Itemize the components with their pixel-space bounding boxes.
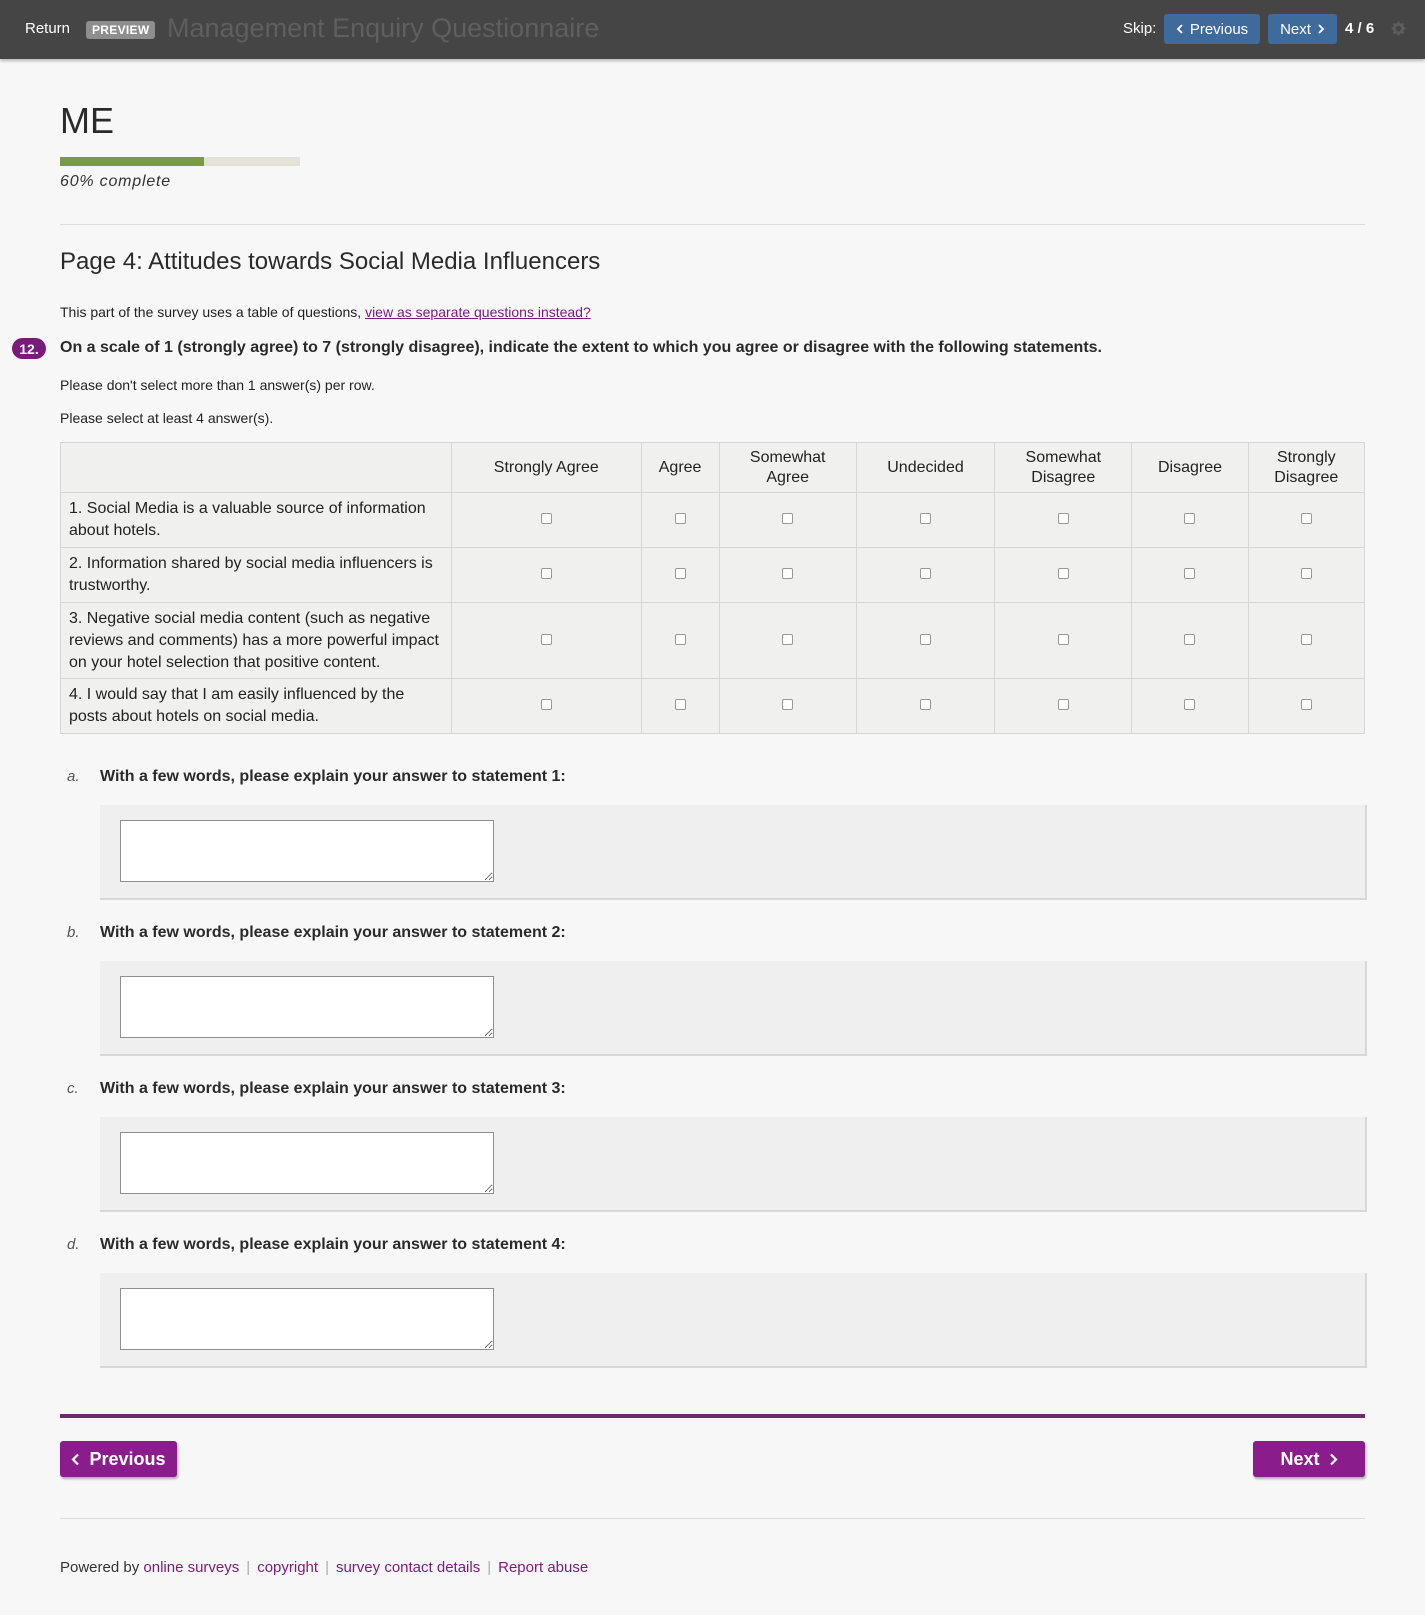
footer-separator: | [246,1559,251,1576]
footer [60,1559,588,1576]
preview-badge: PREVIEW [86,21,155,39]
intro-text: This part of the survey uses a table of questions, [60,304,366,320]
answer-checkbox[interactable] [1058,699,1069,710]
column-header: Strongly Agree [452,443,642,493]
return-link[interactable]: Return [25,20,71,37]
question-number-badge: 12. [12,338,46,359]
skip-next-button[interactable] [1268,14,1337,44]
top-bar [0,0,1425,59]
subquestion-answer-area [100,1273,1367,1368]
answer-checkbox[interactable] [920,634,931,645]
answer-limit-note: Please don't select more than 1 answer(s) per row. [60,377,375,393]
subquestion-letter: c. [67,1080,79,1097]
divider [60,1518,1365,1519]
answer-checkbox[interactable] [782,699,793,710]
subquestion-letter: a. [67,768,80,785]
column-header: Disagree [1132,443,1248,493]
answer-checkbox[interactable] [541,634,552,645]
footer-separator: | [325,1559,329,1576]
section-divider [60,1414,1365,1418]
powered-by-text: Powered by [60,1559,140,1576]
answer-checkbox[interactable] [1301,513,1312,524]
answer-checkbox[interactable] [1058,513,1069,524]
statement-label: 1. Social Media is a valuable source of information about hotels. [61,493,452,548]
survey-name: Management Enquiry Questionnaire [167,13,600,43]
answer-checkbox[interactable] [920,568,931,579]
table-intro [60,304,591,320]
answer-checkbox[interactable] [1301,634,1312,645]
question-text: On a scale of 1 (strongly agree) to 7 (strongly disagree), indicate the extent to which you agree or disagree with the following statements. [60,339,1102,356]
page-indicator: 4 / 6 [1345,20,1375,37]
answer-checkbox[interactable] [782,568,793,579]
subquestion-text: With a few words, please explain your answer to statement 1: [100,768,566,785]
next-button[interactable] [1253,1441,1365,1477]
answer-checkbox[interactable] [675,634,686,645]
progress-label: 60% complete [60,173,171,190]
answer-checkbox[interactable] [1058,634,1069,645]
column-header: Somewhat Agree [719,443,856,493]
footer-separator: | [487,1559,492,1576]
minimum-answer-note: Please select at least 4 answer(s). [60,410,274,426]
gear-icon[interactable] [1391,21,1406,36]
subquestion-answer-area [100,961,1367,1056]
subquestion-letter: d. [67,1236,80,1253]
column-header: Strongly Disagree [1248,443,1364,493]
previous-button[interactable] [60,1441,177,1477]
answer-checkbox[interactable] [1058,568,1069,579]
table-row [61,493,1365,548]
statement-label: 2. Information shared by social media influencers is trustworthy. [61,548,452,603]
skip-label: Skip: [1123,20,1157,37]
answer-checkbox[interactable] [1184,699,1195,710]
progress-bar [60,157,300,166]
chevron-left-icon [71,1453,80,1466]
answer-checkbox[interactable] [1184,634,1195,645]
next-label: Next [1280,1448,1320,1469]
statement-label: 3. Negative social media content (such as negative reviews and comments) has a more powerful impact on your hotel selection that positive content. [61,603,452,679]
subquestion-letter: b. [67,924,80,941]
answer-checkbox[interactable] [675,513,686,524]
divider [60,224,1365,225]
separate-questions-link[interactable]: view as separate questions instead? [365,304,591,320]
explanation-textarea[interactable] [120,976,494,1038]
skip-next-label: Next [1280,20,1311,38]
grid-header-row [61,443,1365,493]
copyright-link[interactable]: copyright [257,1559,319,1576]
table-row [61,603,1365,679]
subquestion-answer-area [100,1117,1367,1212]
likert-grid [60,442,1365,734]
subquestion-text: With a few words, please explain your answer to statement 2: [100,924,566,941]
previous-label: Previous [89,1448,166,1469]
answer-checkbox[interactable] [920,699,931,710]
table-row [61,548,1365,603]
explanation-textarea[interactable] [120,1288,494,1350]
answer-checkbox[interactable] [1184,513,1195,524]
explanation-textarea[interactable] [120,1132,494,1194]
chevron-right-icon [1329,1453,1338,1466]
subquestion-text: With a few words, please explain your answer to statement 3: [100,1080,566,1097]
subquestion-text: With a few words, please explain your answer to statement 4: [100,1236,566,1253]
answer-checkbox[interactable] [920,513,931,524]
answer-checkbox[interactable] [1301,568,1312,579]
table-row [61,679,1365,734]
answer-checkbox[interactable] [541,699,552,710]
online-surveys-link[interactable]: online surveys [143,1559,240,1576]
statement-label: 4. I would say that I am easily influenced by the posts about hotels on social media. [61,679,452,734]
answer-checkbox[interactable] [782,513,793,524]
subquestion-answer-area [100,805,1367,900]
contact-details-link[interactable]: survey contact details [335,1559,481,1576]
report-abuse-link[interactable]: Report abuse [498,1559,589,1576]
grid-corner [61,443,452,493]
answer-checkbox[interactable] [541,513,552,524]
chevron-left-icon [1176,24,1184,34]
answer-checkbox[interactable] [541,568,552,579]
answer-checkbox[interactable] [675,699,686,710]
answer-checkbox[interactable] [1301,699,1312,710]
explanation-textarea[interactable] [120,820,494,882]
chevron-right-icon [1317,24,1325,34]
answer-checkbox[interactable] [675,568,686,579]
column-header: Undecided [856,443,995,493]
column-header: Somewhat Disagree [995,443,1132,493]
survey-title: ME [60,100,114,141]
column-header: Agree [641,443,719,493]
page-title: Page 4: Attitudes towards Social Media Influencers [60,248,601,275]
progress-fill [60,157,204,166]
skip-previous-button[interactable] [1164,14,1260,44]
answer-checkbox[interactable] [1184,568,1195,579]
answer-checkbox[interactable] [782,634,793,645]
skip-previous-label: Previous [1189,20,1249,38]
